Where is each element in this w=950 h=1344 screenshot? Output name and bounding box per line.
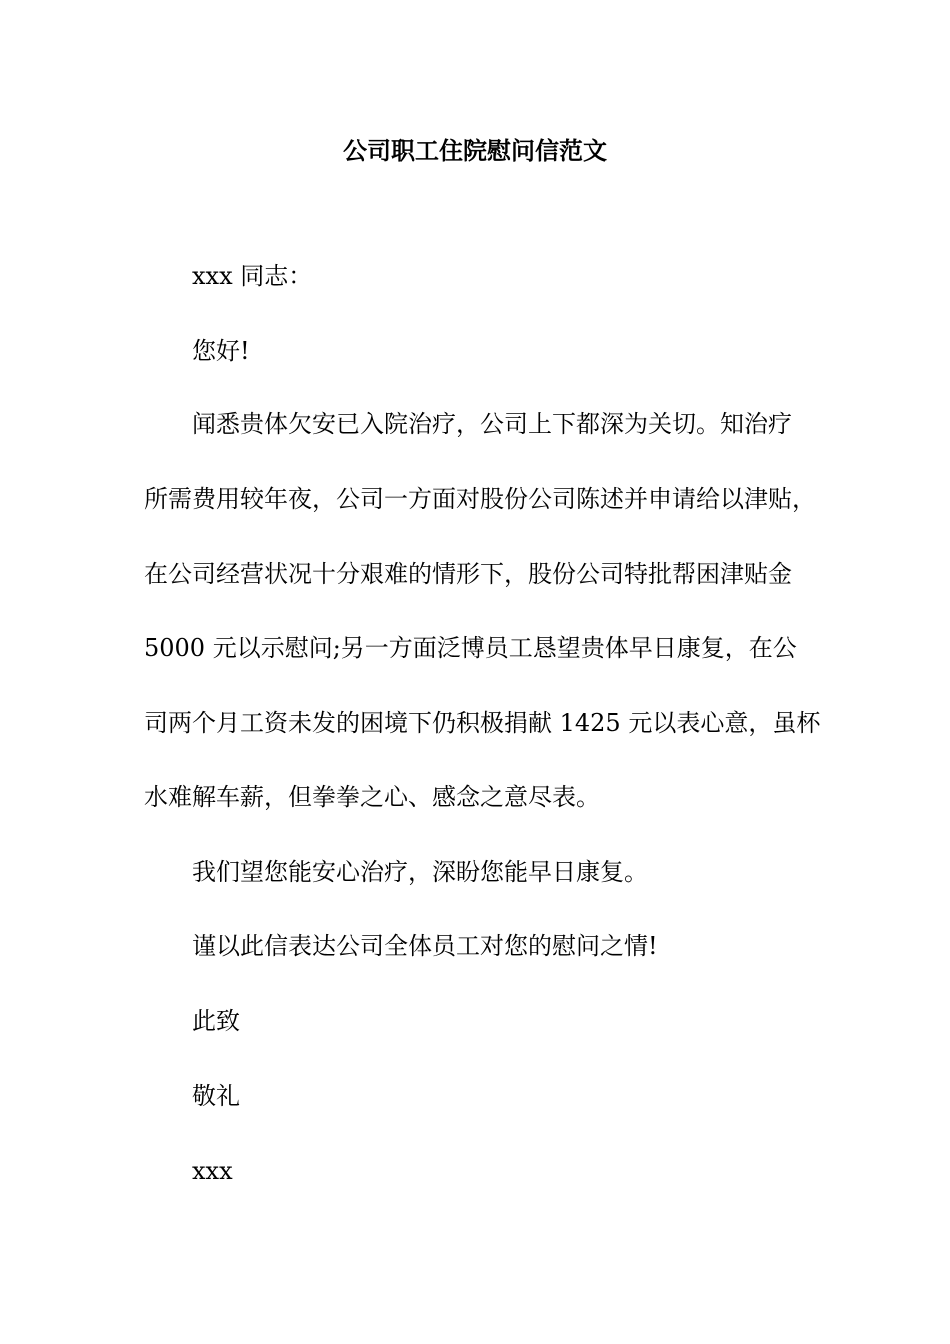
- closing-statement: 谨以此信表达公司全体员工对您的慰问之情!: [192, 932, 658, 960]
- salutation: xxx 同志：: [192, 262, 313, 290]
- body-line-6: 水难解车薪，但拳拳之心、感念之意尽表。: [144, 783, 600, 811]
- closing-jingli: 敬礼: [192, 1082, 240, 1110]
- document-title: 公司职工住院慰问信范文: [343, 137, 607, 165]
- body-line-5: 司两个月工资未发的困境下仍积极捐献 1425 元以表心意，虽杯: [144, 709, 821, 737]
- body-line-3: 在公司经营状况十分艰难的情形下，股份公司特批帮困津贴金: [144, 560, 792, 588]
- wish-paragraph: 我们望您能安心治疗，深盼您能早日康复。: [192, 858, 648, 886]
- closing-cizhi: 此致: [192, 1007, 240, 1035]
- body-line-2: 所需费用较年夜，公司一方面对股份公司陈述并申请给以津贴，: [144, 485, 816, 513]
- signature: xxx: [192, 1157, 233, 1185]
- body-line-4: 5000 元以示慰问;另一方面泛博员工恳望贵体早日康复，在公: [144, 634, 797, 662]
- body-line-1: 闻悉贵体欠安已入院治疗，公司上下都深为关切。知治疗: [192, 410, 792, 438]
- greeting: 您好!: [192, 337, 250, 365]
